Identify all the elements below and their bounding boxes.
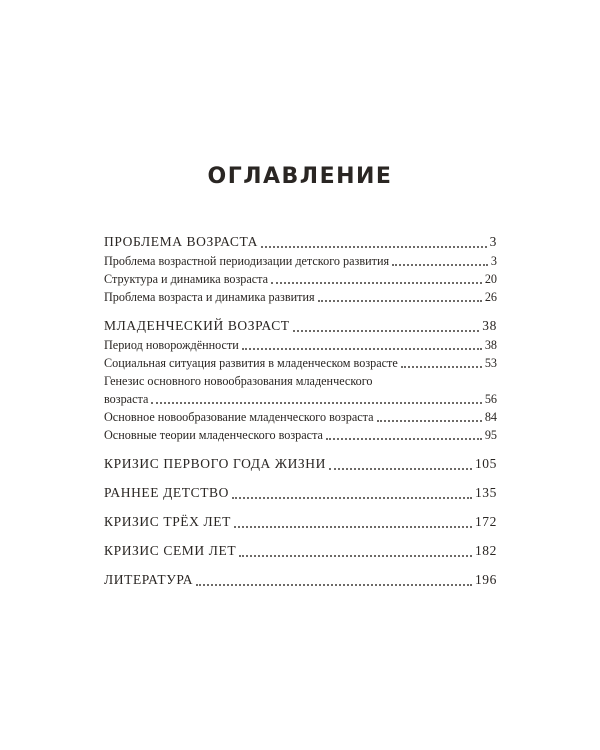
toc-subentry-page: 56 — [484, 392, 497, 406]
toc-entry[interactable] — [104, 512, 497, 532]
toc-section-infancy — [104, 316, 497, 444]
toc-entry[interactable] — [104, 454, 497, 474]
toc-entry-label: МЛАДЕНЧЕСКИЙ ВОЗРАСТ — [104, 318, 290, 333]
dot-leader — [196, 584, 472, 586]
toc-subentry-page: 53 — [484, 356, 497, 370]
toc-subentry[interactable] — [104, 372, 497, 408]
dot-leader — [392, 264, 488, 266]
dot-leader — [234, 526, 472, 528]
toc-subentry-page: 95 — [484, 428, 497, 442]
toc-subentry-label: Проблема возраста и динамика развития — [104, 290, 315, 304]
toc-subentry[interactable] — [104, 288, 497, 306]
toc-subentry-line2 — [104, 390, 497, 408]
dot-leader — [401, 366, 482, 368]
dot-leader — [271, 282, 482, 284]
toc-subentry-page: 20 — [484, 272, 497, 286]
toc-subentry-page: 3 — [490, 254, 497, 268]
toc-entry-label: КРИЗИС СЕМИ ЛЕТ — [104, 543, 237, 558]
dot-leader — [329, 468, 472, 470]
toc-subentry-page: 26 — [484, 290, 497, 304]
dot-leader — [326, 438, 482, 440]
toc-entry-page: 196 — [474, 572, 497, 587]
table-of-contents — [104, 232, 497, 599]
toc-entry-page: 38 — [482, 318, 497, 333]
dot-leader — [232, 497, 472, 499]
toc-subentry-label: Основное новообразование младенческого возраста — [104, 410, 374, 424]
toc-entry-label: РАННЕЕ ДЕТСТВО — [104, 485, 230, 500]
toc-subentry-label: Период новорождённости — [104, 338, 239, 352]
toc-entry-label: КРИЗИС ТРЁХ ЛЕТ — [104, 514, 231, 529]
toc-subentry[interactable] — [104, 426, 497, 444]
toc-subentry-page: 38 — [484, 338, 497, 352]
toc-entry[interactable] — [104, 232, 497, 252]
toc-entry-label: КРИЗИС ПЕРВОГО ГОДА ЖИЗНИ — [104, 456, 326, 471]
toc-subentry[interactable] — [104, 354, 497, 372]
dot-leader — [151, 402, 481, 404]
toc-entry[interactable] — [104, 316, 497, 336]
dot-leader — [261, 246, 487, 248]
toc-entry-page: 3 — [489, 234, 497, 249]
dot-leader — [318, 300, 482, 302]
toc-entry[interactable] — [104, 483, 497, 503]
toc-subentry-label: Генезис основного новообразования младенческого — [104, 374, 373, 388]
toc-entry-page: 105 — [474, 456, 497, 471]
page-title: ОГЛАВЛЕНИЕ — [207, 164, 393, 189]
toc-subentry[interactable] — [104, 252, 497, 270]
toc-subentry-label-continued: возраста — [104, 392, 149, 406]
toc-subentry[interactable] — [104, 408, 497, 426]
toc-entry-page: 135 — [474, 485, 497, 500]
dot-leader — [377, 420, 482, 422]
toc-subentry[interactable] — [104, 336, 497, 354]
toc-subentry[interactable] — [104, 270, 497, 288]
dot-leader — [242, 348, 482, 350]
toc-subentry-label: Структура и динамика возраста — [104, 272, 269, 286]
toc-entry-page: 182 — [474, 543, 497, 558]
dot-leader — [293, 330, 480, 332]
toc-subentry-page: 84 — [484, 410, 497, 424]
toc-section-problem-of-age — [104, 232, 497, 306]
toc-entry[interactable] — [104, 541, 497, 561]
toc-subentry-label: Основные теории младенческого возраста — [104, 428, 323, 442]
toc-entry-label: ЛИТЕРАТУРА — [104, 572, 194, 587]
toc-subentry-label: Социальная ситуация развития в младенческом возрасте — [104, 356, 398, 370]
toc-entry[interactable] — [104, 570, 497, 590]
dot-leader — [239, 555, 472, 557]
toc-subentry-label: Проблема возрастной периодизации детского развития — [104, 254, 390, 268]
toc-entry-label: ПРОБЛЕМА ВОЗРАСТА — [104, 234, 259, 249]
toc-entry-page: 172 — [474, 514, 497, 529]
